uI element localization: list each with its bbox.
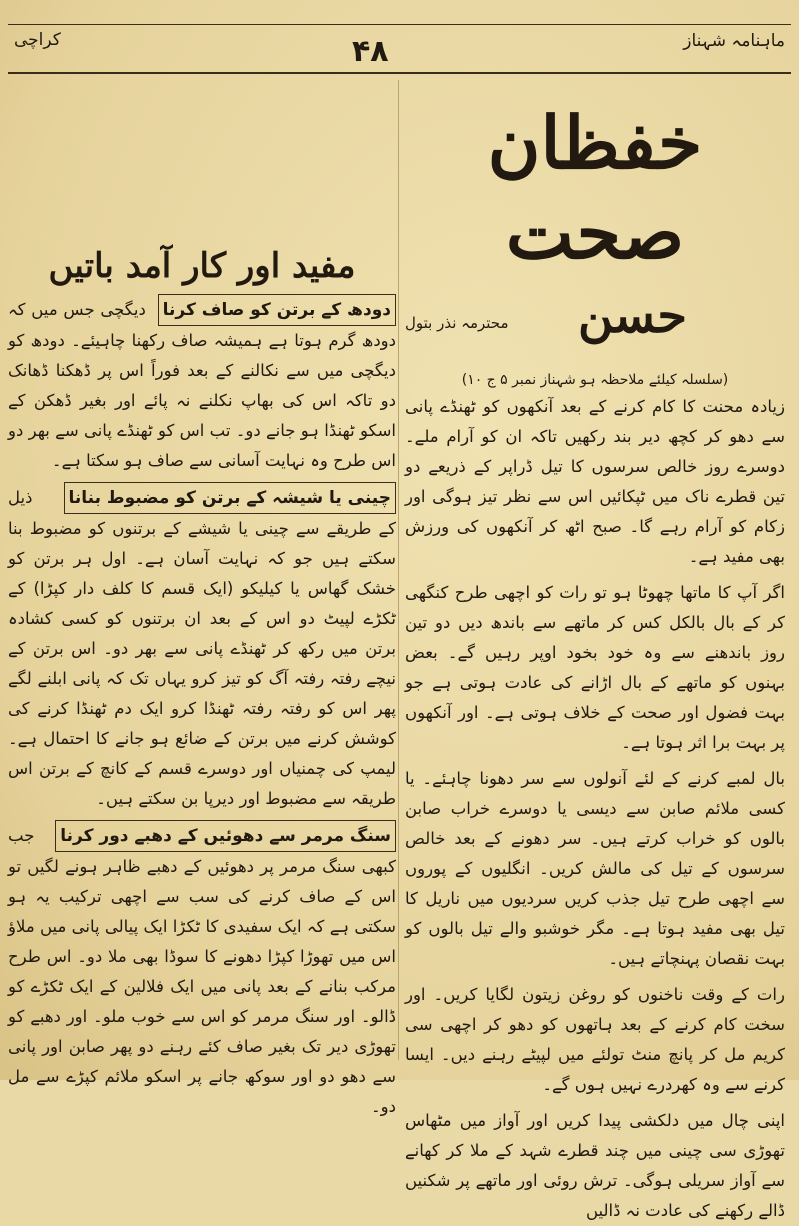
left-article-title: مفید اور کار آمد باتیں bbox=[48, 246, 356, 286]
section-heading: چینی یا شیشہ کے برتن کو مضبوط بنانا bbox=[64, 482, 396, 514]
paragraph: اپنی چال میں دلکشی پیدا کریں اور آواز میں مٹھاس تھوڑی سی چینی میں چند قطرے شہد کے ملا کر کھانے سے آواز سریلی ہوگی۔ ترش روئی اور ماتھے پر شکنیں ڈالے رکھنے کی عادت نہ ڈالیں bbox=[405, 1111, 785, 1220]
column-divider bbox=[398, 80, 399, 1060]
header-rule-bottom bbox=[8, 72, 791, 74]
article-author: محترمہ نذر بتول bbox=[405, 314, 509, 332]
paragraph: رات کے وقت ناخنوں کو روغن زیتون لگایا کریں۔ اور سخت کام کرنے کے بعد ہاتھوں کو دھو کر اچھی سی کریم مل کر پانچ منٹ تولئے میں لپیٹے رہنے دیں۔ ایسا کرنے سے وہ کھردرے نہیں ہوں گے۔ bbox=[405, 985, 785, 1094]
section-heading: دودھ کے برتن کو صاف کرنا bbox=[158, 294, 396, 326]
right-column bbox=[405, 78, 785, 1220]
article-title: خفظان صحت bbox=[487, 100, 703, 275]
header-magazine-name: ماہنامہ شہناز bbox=[683, 31, 785, 51]
paragraph: اگر آپ کا ماتھا چھوٹا ہو تو رات کو اچھی طرح کنگھی کر کے بال بالکل کس کر ماتھے سے باندھ دیں دو تین روز باندھنے سے وہ خود بخود اوپر رہیں گے۔ بعض بہنوں کو ماتھے کے بال اڑانے کی عادت ہوتی ہے جو بہت فضول اور صحت کے خلاف ہوتی ہے۔ اور آنکھوں پر بہت برا اثر ہوتا ہے۔ bbox=[405, 583, 785, 752]
paragraph: زیادہ محنت کا کام کرنے کے بعد آنکھوں کو ٹھنڈے پانی سے دھو کر کچھ دیر بند رکھیں تاکہ ان کو آرام ملے۔ دوسرے روز خالص سرسوں کا تیل ڈراپر کے ذریعے دو تین قطرے ناک میں ٹپکائیں اس سے نظر تیز ہوگی اور زکام کو آرام رہے گا۔ صبح اٹھ کر آنکھوں کی ورزش بھی مفید ہے۔ bbox=[405, 397, 785, 566]
section-text: دیگچی جس میں کہ دودھ گرم ہوتا ہے ہمیشہ صاف رکھنا چاہیئے۔ دودھ کو دیگچی میں سے نکالنے کے بعد فوراً اس پر ڈھکنا ڈھانک دو تاکہ اس کی بھاپ نکلنے نہ پائے اور بغیر ڈھکن کے اسکو ٹھنڈا ہو جانے دو۔ تب اس کو ٹھنڈے پانی سے بھر دو اس طرح وہ نہایت آسانی سے صاف ہو سکتا ہے۔ bbox=[8, 300, 396, 470]
header-rule-top bbox=[8, 24, 791, 25]
section-text: جب کبھی سنگ مرمر پر دھوئیں کے دھبے ظاہر ہونے لگیں تو اس کے صاف کرنے کی سب سے اچھی ترکیب یہ ہو سکتی ہے کہ ایک سفیدی کا ٹکڑا ایک پیالی پانی میں ملاؤ اس میں تھوڑا کپڑا دھونے کا سوڈا بھی ملا دو۔ اس طرح مرکب بنانے کے بعد پانی میں ایک فلالین کے ایک ٹکڑے کو ڈالو۔ اور سنگ مرمر کو اس سے خوب ملو۔ اور دھبے کو تھوڑی دیر تک بغیر صاف کئے رہنے دو پھر صابن اور پانی سے دھو دو اور سوکھ جانے پر اسکو ملائم کپڑے سے مل دو۔ bbox=[8, 826, 396, 1116]
section-heading: سنگ مرمر سے دھوئیں کے دھبے دور کرنا bbox=[55, 820, 396, 852]
section bbox=[8, 294, 396, 476]
paragraph: بال لمبے کرنے کے لئے آنولوں سے سر دھونا چاہئے۔ یا کسی ملائم صابن سے دیسی یا دوسرے خراب صابن بالوں کو خراب کرتے ہیں۔ سر دھونے کے بعد خالص سرسوں کے تیل کی مالش کریں۔ انگلیوں کے پوروں سے اچھی طرح تیل جذب کریں سردیوں میں ناریل کا تیل بھی مفید ہوتا ہے۔ مگر خوشبو والے تیل بالوں کو بہت نقصان پہنچاتے ہیں۔ bbox=[405, 769, 785, 968]
header-city: کراچی bbox=[14, 30, 61, 50]
section-text: ذیل کے طریقے سے چینی یا شیشے کے برتنوں کو مضبوط بنا سکتے ہیں جو کہ نہایت آسان ہے۔ اول ہر برتن کو خشک گھاس یا کیلیکو (ایک قسم کا کلف دار کپڑا) کے ٹکڑے لپیٹ دو اس کے بعد ان برتنوں کو کسی کشادہ برتن میں رکھ کر ٹھنڈے پانی سے بھر دو۔ اس برتن کے نیچے رفتہ رفتہ آگ کو تیز کرو یہاں تک کہ پانی ابلنے لگے پھر اس کو رفتہ رفتہ ٹھنڈا کرو ایک دم ٹھنڈا کرنے کی کوشش کرنے میں برتن کے ضائع ہو جانے کا احتمال ہے۔ لیمپ کی چمنیاں اور دوسرے قسم کے کانچ کے برتن اس طریقہ سے مضبوط اور دیرپا بن سکتے ہیں۔ bbox=[8, 488, 396, 808]
section bbox=[8, 482, 396, 814]
page-number: ۴۸ bbox=[352, 34, 389, 69]
subtitle-row bbox=[405, 288, 785, 366]
section bbox=[8, 820, 396, 1122]
left-column bbox=[8, 78, 396, 1116]
series-note: (سلسلہ کیلئے ملاحظہ ہو شہناز نمبر ۵ ج ۱۰) bbox=[461, 372, 729, 388]
article-subtitle: حسن bbox=[577, 288, 687, 344]
